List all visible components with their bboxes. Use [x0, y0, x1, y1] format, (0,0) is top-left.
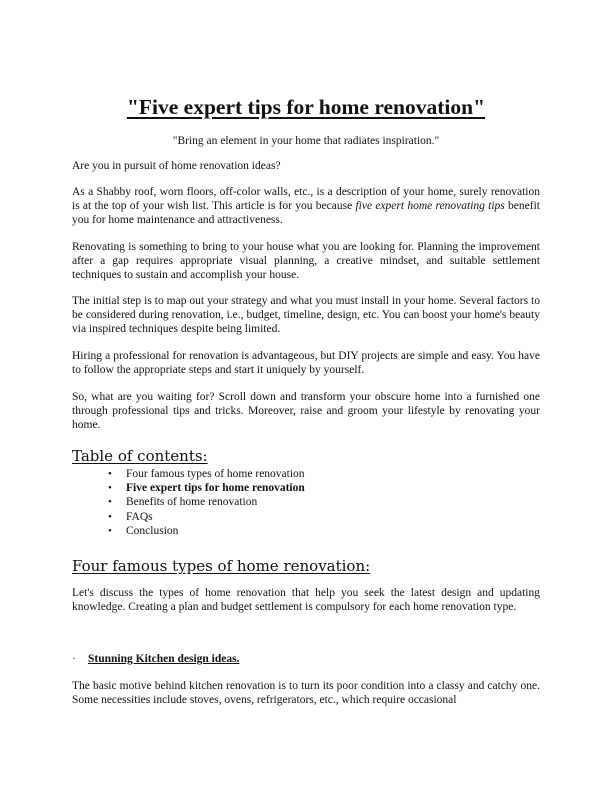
subheading-kitchen-label: Stunning Kitchen design ideas.	[88, 653, 240, 665]
toc-item[interactable]	[108, 524, 305, 538]
toc-item[interactable]	[108, 495, 305, 509]
paragraph-intro-emphasis: five expert home renovating tips	[355, 200, 505, 212]
toc-list	[108, 467, 305, 538]
paragraph-call-to-action: So, what are you waiting for? Scroll down and transform your obscure home into a furnished one through professional tips and tricks. Moreover, raise and groom your lifestyle by renovating your home.	[72, 391, 540, 431]
toc-item[interactable]	[108, 481, 305, 495]
subheading-kitchen	[72, 652, 239, 666]
section-heading-types: Four famous types of home renovation:	[72, 557, 371, 575]
paragraph-types-intro: Let's discuss the types of home renovation that help you seek the latest design and updating knowledge. Creating a plan and budget settlement is compulsory for each home renovation type.	[72, 587, 540, 613]
bullet-icon: •	[108, 468, 112, 480]
toc-item-label: Five expert tips for home renovation	[126, 482, 305, 495]
paragraph-intro-tail: benefit you for home maintenance and attractiveness.	[72, 200, 540, 226]
toc-heading: Table of contents:	[72, 447, 208, 465]
intro-question: Are you in pursuit of home renovation ideas?	[72, 160, 281, 172]
paragraph-hiring: Hiring a professional for renovation is advantageous, but DIY projects are simple and easy. You have to follow the appropriate steps and start it uniquely by yourself.	[72, 350, 540, 376]
toc-item-label: Conclusion	[126, 524, 179, 537]
toc-item-label: Four famous types of home renovation	[126, 468, 305, 480]
bullet-icon: •	[108, 510, 112, 523]
toc-item-label: Benefits of home renovation	[126, 496, 258, 509]
toc-item-label: FAQs	[126, 510, 153, 523]
bullet-icon: ·	[72, 653, 76, 665]
paragraph-renovating: Renovating is something to bring to your house what you are looking for. Planning the improvement after a gap requires appropriate visual planning, a creative mindset, and suitable settlement techniques to sustain and accomplish your house.	[72, 241, 540, 281]
toc-item[interactable]	[108, 467, 305, 481]
document-quote: "Bring an element in your home that radiates inspiration."	[172, 135, 440, 147]
bullet-icon: •	[108, 496, 112, 509]
document-title: "Five expert tips for home renovation"	[126, 95, 486, 119]
paragraph-intro-text: As a Shabby roof, worn floors, off-color walls, etc., is a description of your home, surely renovation is at the top of your wish list. This article is for you because	[72, 186, 540, 212]
bullet-icon: •	[108, 524, 112, 537]
paragraph-initial-step: The initial step is to map out your strategy and what you must install in your home. Several factors to be considered during renovation, i.e., budget, timeline, design, etc. You can boost your home's beauty via inspired techniques despite being limited.	[72, 295, 540, 335]
toc-item[interactable]	[108, 510, 305, 524]
paragraph-kitchen: The basic motive behind kitchen renovation is to turn its poor condition into a classy and catchy one. Some necessities include stoves, ovens, refrigerators, etc., which require occasional	[72, 680, 540, 706]
paragraph-intro	[72, 185, 540, 227]
bullet-icon: •	[108, 482, 112, 495]
